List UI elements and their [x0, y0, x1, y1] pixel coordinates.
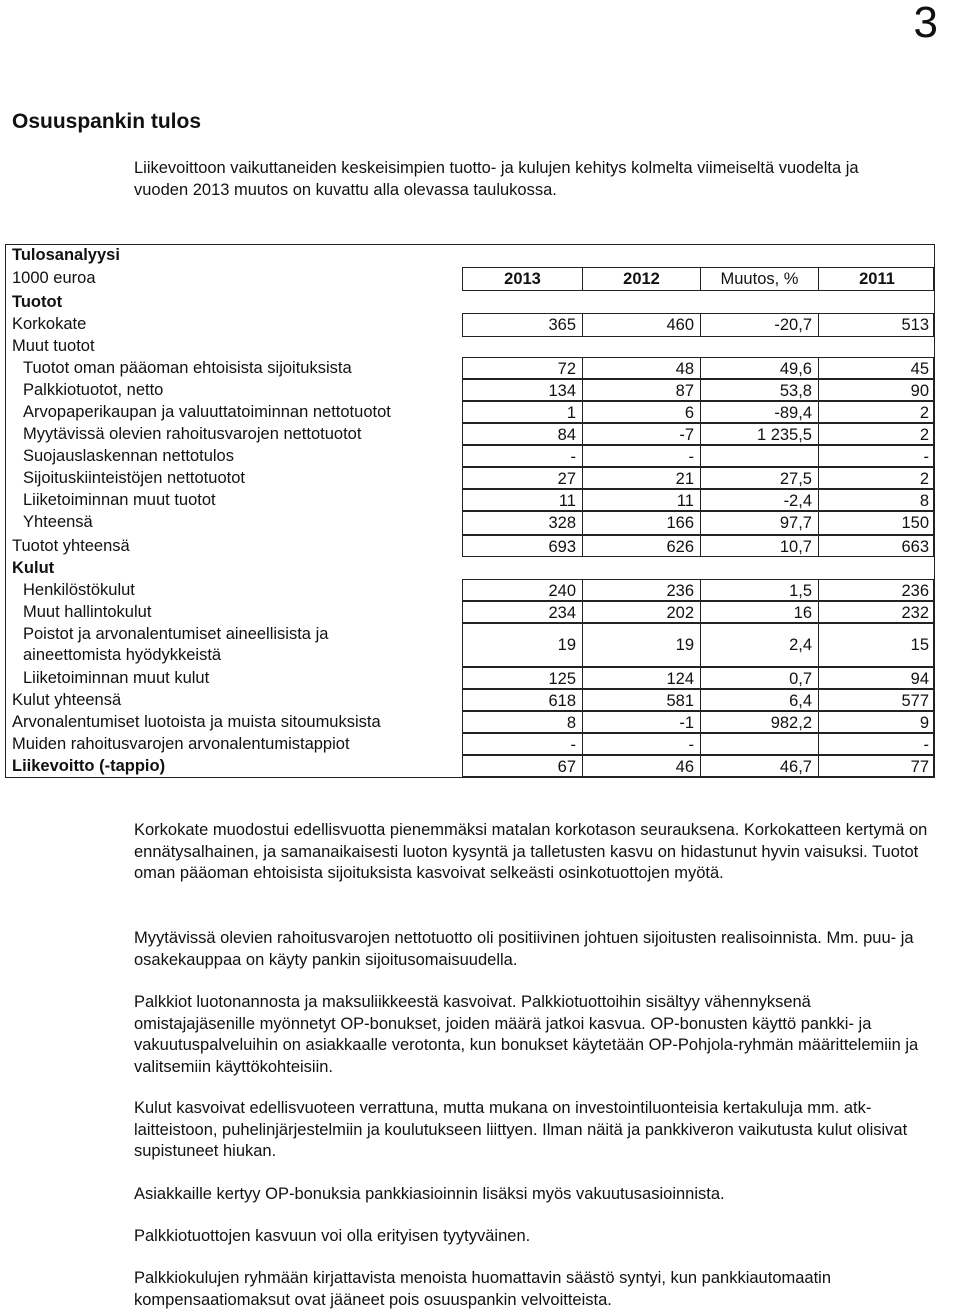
table-cell: 48: [582, 358, 700, 378]
row-label: Kulut yhteensä: [12, 691, 122, 709]
unit-label: 1000 euroa: [12, 269, 96, 287]
table-cell: 693: [548, 538, 576, 556]
row-values: [462, 755, 934, 777]
table-cell: 16: [700, 602, 818, 622]
commentary-paragraph: Palkkiotuottojen kasvuun voi olla erityisen tyytyväinen.: [134, 1227, 531, 1245]
table-row: [6, 291, 934, 313]
table-cell: 0,7: [700, 668, 818, 688]
table-cell: 8: [818, 490, 935, 510]
table-cell: 97,7: [700, 512, 818, 534]
row-values: [462, 401, 934, 423]
table-cell: 27: [557, 470, 576, 488]
table-cell: [700, 734, 818, 754]
row-label: Muut tuotot: [12, 337, 95, 355]
column-headers: [462, 267, 934, 291]
table-cell: -: [582, 734, 700, 754]
table-cell: 663: [818, 536, 935, 556]
table-cell: 19: [582, 624, 700, 666]
table-row: [6, 689, 934, 711]
table-cell: 513: [818, 314, 935, 336]
row-values: [462, 711, 934, 733]
table-cell: 460: [582, 314, 700, 336]
table-cell: 84: [557, 426, 576, 444]
table-cell: -7: [582, 424, 700, 444]
table-row: [6, 667, 934, 689]
table-cell: -: [570, 736, 576, 754]
table-cell: 134: [548, 382, 576, 400]
table-cell: 27,5: [700, 468, 818, 488]
row-values: [462, 535, 934, 557]
table-cell: 236: [818, 580, 935, 600]
table-row: [6, 357, 934, 379]
table-row: [6, 335, 934, 357]
table-row: [6, 733, 934, 755]
table-cell: 87: [582, 380, 700, 400]
row-values: [462, 445, 934, 467]
table-heading-row: [6, 245, 934, 267]
table-cell: 49,6: [700, 358, 818, 378]
table-cell: 94: [818, 668, 935, 688]
table-cell: 2,4: [700, 624, 818, 666]
table-cell: -20,7: [700, 314, 818, 336]
commentary-paragraph: Palkkiokulujen ryhmään kirjattavista menoista huomattavin säästö syntyi, kun pankkiautomaatin kompensaatiomaksut ovat jääneet pois osuuspankin velvoitteista.: [134, 1269, 832, 1309]
column-header: 2012: [582, 268, 700, 290]
column-header: 2013: [504, 270, 541, 288]
row-label: Korkokate: [12, 315, 87, 333]
row-values: [462, 667, 934, 689]
row-label: Yhteensä: [23, 513, 93, 531]
commentary-paragraph: Korkokate muodostui edellisvuotta pienemmäksi matalan korkotason seurauksena. Korkokatteen kertymä on ennätysalhainen, ja samanaikaisesti luoton kysyntä ja talletusten kasvu on hidastunut hyvin vaisuksi. Tuotot oman pääoman ehtoisista sijoituksista kasvoivat selkeästi osinkotuottojen myötä.: [134, 821, 928, 882]
row-label: Palkkiotuotot, netto: [23, 381, 164, 399]
table-cell: 328: [548, 514, 576, 532]
row-label: Liiketoiminnan muut kulut: [23, 669, 210, 687]
table-cell: 125: [548, 670, 576, 688]
table-row: [6, 711, 934, 733]
row-values: [462, 379, 934, 401]
table-row: [6, 313, 934, 337]
table-row: [6, 535, 934, 557]
row-label: Arvopaperikaupan ja valuuttatoiminnan nettotuotot: [23, 403, 391, 421]
column-header: Muutos, %: [700, 268, 818, 290]
table-cell: 15: [818, 624, 935, 666]
table-cell: 10,7: [700, 536, 818, 556]
table-cell: 618: [548, 692, 576, 710]
intro-text: Liikevoittoon vaikuttaneiden keskeisimpien tuotto- ja kulujen kehitys kolmelta viimeiseltä vuodelta ja vuoden 2013 muutos on kuvattu alla olevassa taulukossa.: [134, 159, 859, 199]
table-cell: 1: [566, 404, 576, 422]
table-cell: 626: [582, 536, 700, 556]
table-cell: 2: [818, 424, 935, 444]
row-label: Kulut: [12, 559, 55, 577]
table-cell: 46: [582, 756, 700, 776]
table-cell: 240: [548, 582, 576, 600]
table-cell: 236: [582, 580, 700, 600]
table-cell: -: [818, 734, 935, 754]
table-cell: 2: [818, 402, 935, 422]
table-cell: 1 235,5: [700, 424, 818, 444]
row-label: Tuotot yhteensä: [12, 537, 130, 555]
table-header-row: [6, 267, 934, 291]
table-cell: 8: [566, 714, 576, 732]
table-row: [6, 489, 934, 511]
row-label: Arvonalentumiset luotoista ja muista sitoumuksista: [12, 713, 381, 731]
row-label: Henkilöstökulut: [23, 581, 135, 599]
table-cell: 166: [582, 512, 700, 534]
table-cell: 21: [582, 468, 700, 488]
table-cell: -1: [582, 712, 700, 732]
table-cell: 72: [557, 360, 576, 378]
row-label: Liiketoiminnan muut tuotot: [23, 491, 216, 509]
table-row: [6, 623, 934, 667]
row-values: [462, 313, 934, 337]
commentary-paragraph: Palkkiot luotonannosta ja maksuliikkeestä kasvoivat. Palkkiotuottoihin sisältyy vähennyksenä omistajajäsenille myönnetyt OP-bonukset, joiden määrä jatkoi kasvua. OP-bonusten käyttö pankki- ja vakuutuspalveluihin on asiakkaalle verotonta, kun bonukset käytetään OP-Pohjola-ryhmän määrittelemiin ja valitsemiin käyttökohteisiin.: [134, 993, 919, 1076]
commentary-paragraph: Asiakkaille kertyy OP-bonuksia pankkiasioinnin lisäksi myös vakuutusasioinnista.: [134, 1185, 725, 1203]
table-cell: 581: [582, 690, 700, 710]
table-heading: Tulosanalyysi: [12, 246, 120, 264]
row-label: Poistot ja arvonalentumiset aineellisista ja aineettomista hyödykkeistä: [23, 625, 329, 664]
row-label: Tuotot oman pääoman ehtoisista sijoituksista: [23, 359, 352, 377]
row-values: [462, 511, 934, 535]
table-cell: [700, 446, 818, 466]
table-cell: 45: [818, 358, 935, 378]
table-row: [6, 579, 934, 601]
table-cell: 46,7: [700, 756, 818, 776]
table-cell: 77: [818, 756, 935, 776]
table-row: [6, 601, 934, 623]
table-cell: -: [570, 448, 576, 466]
table-cell: 150: [818, 512, 935, 534]
row-label: Myytävissä olevien rahoitusvarojen nettotuotot: [23, 425, 362, 443]
row-values: [462, 357, 934, 379]
table-cell: -: [818, 446, 935, 466]
table-cell: 6,4: [700, 690, 818, 710]
row-values: [462, 489, 934, 511]
table-cell: -89,4: [700, 402, 818, 422]
row-values: [462, 623, 934, 667]
page-number: 3: [913, 0, 938, 47]
row-values: [462, 423, 934, 445]
row-values: [462, 579, 934, 601]
table-cell: 124: [582, 668, 700, 688]
table-row: [6, 445, 934, 467]
commentary-paragraph: Myytävissä olevien rahoitusvarojen nettotuotto oli positiivinen johtuen sijoitusten realisoinnista. Mm. puu- ja osakekauppaa on käyty pankin sijoitusomaisuudella.: [134, 929, 914, 969]
table-cell: 232: [818, 602, 935, 622]
table-row: [6, 755, 934, 777]
table-cell: 11: [582, 490, 700, 510]
table-cell: 2: [818, 468, 935, 488]
table-cell: 90: [818, 380, 935, 400]
table-cell: 53,8: [700, 380, 818, 400]
table-row: [6, 557, 934, 579]
table-cell: 234: [548, 604, 576, 622]
row-values: [462, 689, 934, 711]
table-cell: 9: [818, 712, 935, 732]
table-cell: 577: [818, 690, 935, 710]
column-header: 2011: [818, 268, 935, 290]
row-values: [462, 733, 934, 755]
row-values: [462, 601, 934, 623]
table-cell: -2,4: [700, 490, 818, 510]
table-cell: 19: [557, 636, 576, 654]
table-cell: 365: [548, 316, 576, 334]
row-label: Sijoituskiinteistöjen nettotuotot: [23, 469, 245, 487]
results-table: [5, 244, 935, 778]
row-label: Muiden rahoitusvarojen arvonalentumistappiot: [12, 735, 350, 753]
table-row: [6, 467, 934, 489]
page-title: Osuuspankin tulos: [12, 110, 202, 133]
row-label: Muut hallintokulut: [23, 603, 152, 621]
row-label: Suojauslaskennan nettotulos: [23, 447, 234, 465]
row-label: Liikevoitto (-tappio): [12, 757, 166, 775]
row-values: [462, 467, 934, 489]
table-cell: 202: [582, 602, 700, 622]
table-row: [6, 401, 934, 423]
table-row: [6, 379, 934, 401]
table-cell: 11: [558, 492, 576, 510]
table-cell: -: [582, 446, 700, 466]
table-row: [6, 511, 934, 535]
commentary-paragraph: Kulut kasvoivat edellisvuoteen verrattuna, mutta mukana on investointiluonteisia kertakuluja mm. atk-laitteistoon, puhelinjärjestelmiin ja koulutukseen liittyen. Ilman näitä ja pankkiveron vaikutusta kulut olisivat supistuneet hiukan.: [134, 1099, 908, 1160]
table-cell: 982,2: [700, 712, 818, 732]
table-cell: 67: [557, 758, 576, 776]
table-cell: 6: [582, 402, 700, 422]
row-label: Tuotot: [12, 293, 63, 311]
table-row: [6, 423, 934, 445]
table-cell: 1,5: [700, 580, 818, 600]
